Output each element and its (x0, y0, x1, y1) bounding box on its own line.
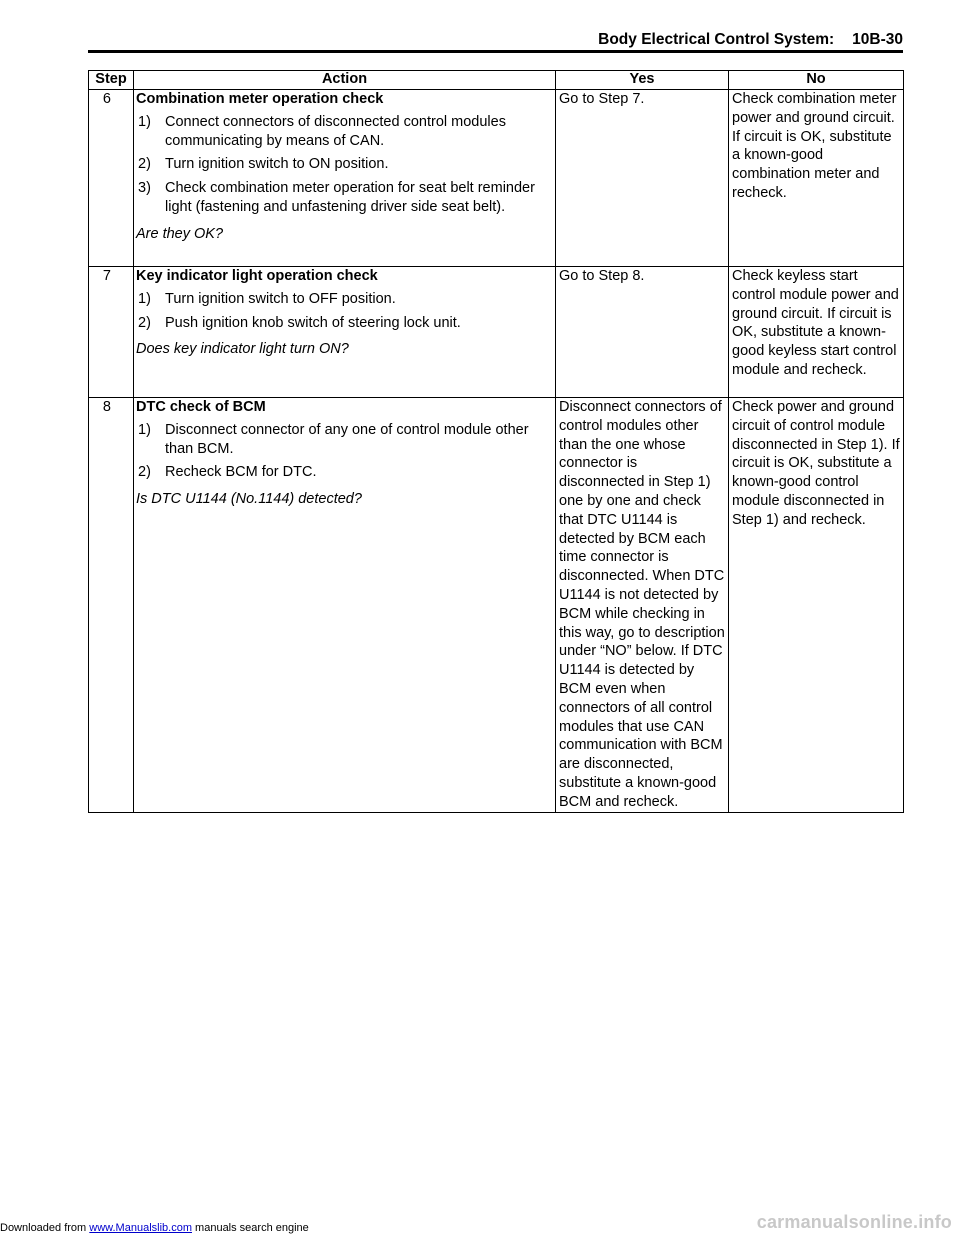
substep-text: Check combination meter operation for seat belt reminder light (fastening and unfastening driver side seat belt). (165, 180, 535, 215)
substep-text: Disconnect connector of any one of control module other than BCM. (165, 421, 529, 457)
yes-cell: Go to Step 7. (556, 90, 729, 267)
substep-text: Turn ignition switch to OFF position. (165, 290, 396, 307)
action-cell (134, 267, 556, 398)
substep-number: 3) (138, 180, 151, 197)
yes-cell: Go to Step 8. (556, 267, 729, 398)
watermark: carmanualsonline.info (756, 1212, 952, 1232)
column-header-step: Step (89, 71, 134, 90)
action-cell (134, 90, 556, 267)
substep-number: 1) (138, 421, 151, 438)
section-title: Body Electrical Control System: (598, 31, 835, 48)
page-number: 10B-30 (852, 31, 903, 48)
no-cell: Check power and ground circuit of control module disconnected in Step 1). If circuit is OK, substitute a known-good control module disconnected in Step 1) and recheck. (729, 398, 904, 813)
step-number: 6 (89, 90, 134, 267)
no-cell: Check combination meter power and ground circuit. If circuit is OK, substitute a known-good combination meter and recheck. (729, 90, 904, 267)
substep (136, 314, 553, 333)
column-header-action: Action (134, 71, 556, 90)
substep-list (136, 113, 553, 217)
table-row (89, 90, 904, 267)
action-cell (134, 398, 556, 813)
column-header-no: No (729, 71, 904, 90)
substep (136, 290, 553, 309)
substep-text: Connect connectors of disconnected control modules communicating by means of CAN. (165, 113, 506, 149)
diagnostic-table (88, 70, 904, 813)
table-row (89, 398, 904, 813)
substep-number: 2) (138, 156, 151, 173)
step-number: 7 (89, 267, 134, 398)
action-question: Are they OK? (136, 225, 224, 242)
action-title: Key indicator light operation check (136, 268, 378, 284)
action-title: Combination meter operation check (136, 91, 384, 107)
step-number: 8 (89, 398, 134, 813)
table-row (89, 267, 904, 398)
page-header (88, 30, 903, 50)
action-question: Is DTC U1144 (No.1144) detected? (136, 491, 362, 508)
substep (136, 421, 553, 459)
substep-number: 1) (138, 290, 151, 307)
manualslib-link[interactable]: www.Manualslib.com (89, 1222, 192, 1234)
substep-text: Push ignition knob switch of steering lock unit. (165, 314, 461, 331)
substep (136, 113, 553, 151)
substep-text: Recheck BCM for DTC. (165, 464, 317, 481)
no-cell: Check keyless start control module power and ground circuit. If circuit is OK, substitute a known-good keyless start control module and recheck. (729, 267, 904, 398)
header-rule (88, 50, 903, 53)
substep (136, 155, 553, 174)
action-question: Does key indicator light turn ON? (136, 341, 349, 358)
footer-suffix: manuals search engine (195, 1222, 309, 1234)
substep-text: Turn ignition switch to ON position. (165, 156, 389, 173)
substep (136, 179, 553, 217)
substep-list (136, 421, 553, 482)
substep-number: 2) (138, 314, 151, 331)
footer-prefix: Downloaded from (0, 1222, 87, 1234)
table-header-row (89, 71, 904, 90)
substep-list (136, 290, 553, 333)
column-header-yes: Yes (556, 71, 729, 90)
substep-number: 1) (138, 113, 151, 130)
substep (136, 463, 553, 482)
substep-number: 2) (138, 464, 151, 481)
action-title: DTC check of BCM (136, 399, 266, 415)
yes-cell: Disconnect connectors of control modules other than the one whose connector is disconnected in Step 1) one by one and check that DTC U1144 is detected by BCM each time connector is disconnected. When DTC U1144 is not detected by BCM while checking in this way, go to description under “NO” below. If DTC U1144 is detected by BCM even when connectors of all control modules that use CAN communication with BCM are disconnected, substitute a known-good BCM and recheck. (556, 398, 729, 813)
download-footer (0, 1222, 309, 1234)
